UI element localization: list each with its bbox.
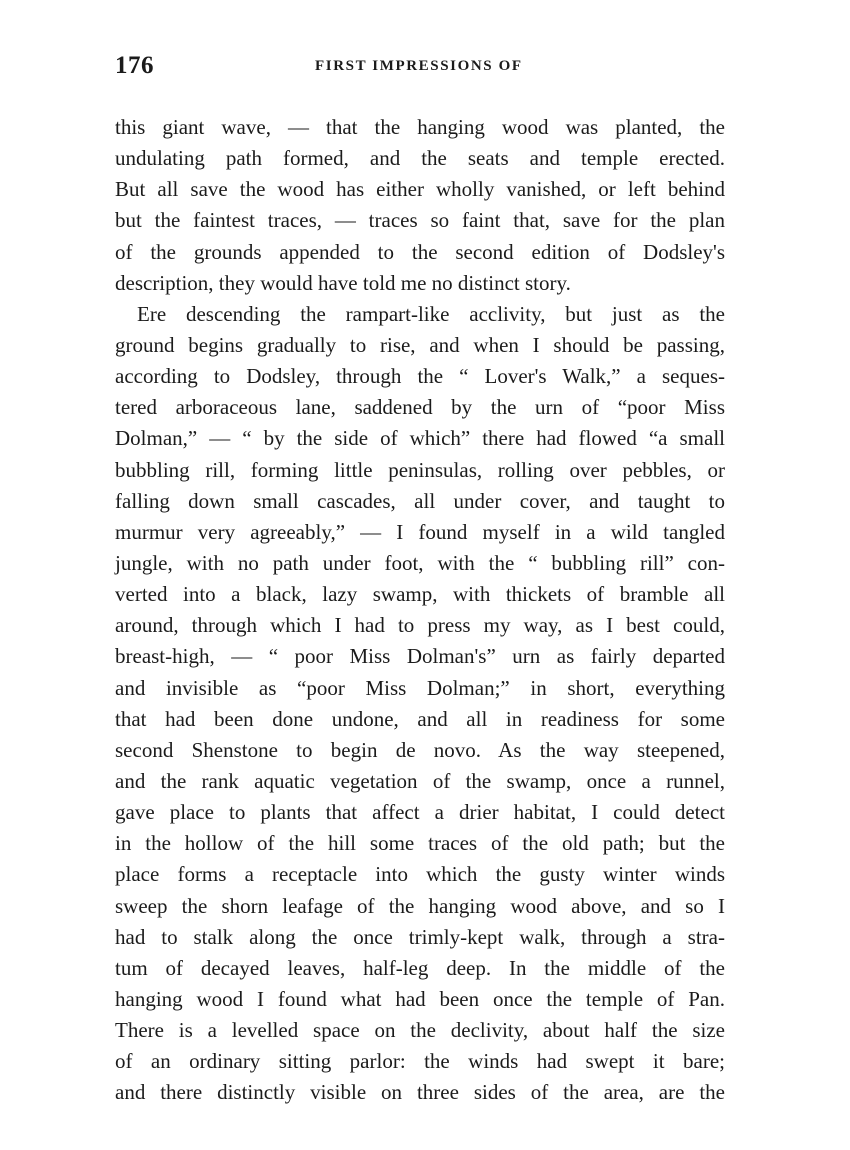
- text-line: Dolman,” — “ by the side of which” there had flowed “a small: [115, 426, 725, 451]
- text-line: hanging wood I found what had been once the temple of Pan.: [115, 986, 725, 1011]
- running-head: [115, 52, 725, 86]
- text-line: verted into a black, lazy swamp, with thickets of bramble all: [115, 582, 725, 607]
- text-line: that had been done undone, and all in readiness for some: [115, 706, 725, 731]
- text-line: falling down small cascades, all under cover, and taught to: [115, 488, 725, 513]
- text-line: in the hollow of the hill some traces of the old path; but the: [115, 831, 725, 856]
- text-line: breast-high, — “ poor Miss Dolman's” urn as fairly departed: [115, 644, 725, 669]
- text-line: bubbling rill, forming little peninsulas, rolling over pebbles, or: [115, 457, 725, 482]
- text-line: tered arboraceous lane, saddened by the urn of “poor Miss: [115, 395, 725, 420]
- text-line: and the rank aquatic vegetation of the swamp, once a runnel,: [115, 768, 725, 793]
- text-line: this giant wave, — that the hanging wood was planted, the: [115, 115, 725, 139]
- text-line: had to stalk along the once trimly-kept walk, through a stra-: [115, 924, 725, 949]
- text-line: place forms a receptacle into which the gusty winter winds: [115, 862, 725, 887]
- text-line: There is a levelled space on the declivity, about half the size: [115, 1018, 725, 1043]
- text-line: Ere descending the rampart-like acclivity, but just as the: [137, 301, 725, 326]
- text-line: second Shenstone to begin de novo. As the way steepened,: [115, 737, 725, 762]
- text-line: gave place to plants that affect a drier habitat, I could detect: [115, 800, 725, 825]
- text-line: and there distinctly visible on three sides of the area, are the: [115, 1080, 725, 1105]
- text-line: But all save the wood has either wholly vanished, or left behind: [115, 177, 725, 202]
- text-line: jungle, with no path under foot, with the “ bubbling rill” con-: [115, 550, 725, 575]
- text-line: and invisible as “poor Miss Dolman;” in short, everything: [115, 675, 725, 700]
- text-line: sweep the shorn leafage of the hanging wood above, and so I: [115, 893, 725, 918]
- text-line: but the faintest traces, — traces so faint that, save for the plan: [115, 208, 725, 233]
- text-line: of the grounds appended to the second edition of Dodsley's: [115, 239, 725, 264]
- text-line: undulating path formed, and the seats and temple erected.: [115, 146, 725, 171]
- page-number: 176: [115, 52, 154, 79]
- text-line: according to Dodsley, through the “ Lover's Walk,” a seques-: [115, 364, 725, 389]
- text-line: tum of decayed leaves, half-leg deep. In the middle of the: [115, 955, 725, 980]
- text-line: description, they would have told me no distinct story.: [115, 270, 571, 295]
- running-title: FIRST IMPRESSIONS OF: [315, 58, 523, 74]
- text-line: around, through which I had to press my way, as I best could,: [115, 613, 725, 638]
- text-line: of an ordinary sitting parlor: the winds had swept it bare;: [115, 1049, 725, 1074]
- text-line: murmur very agreeably,” — I found myself in a wild tangled: [115, 519, 725, 544]
- body-text: [115, 112, 725, 1109]
- text-line: ground begins gradually to rise, and when I should be passing,: [115, 332, 725, 357]
